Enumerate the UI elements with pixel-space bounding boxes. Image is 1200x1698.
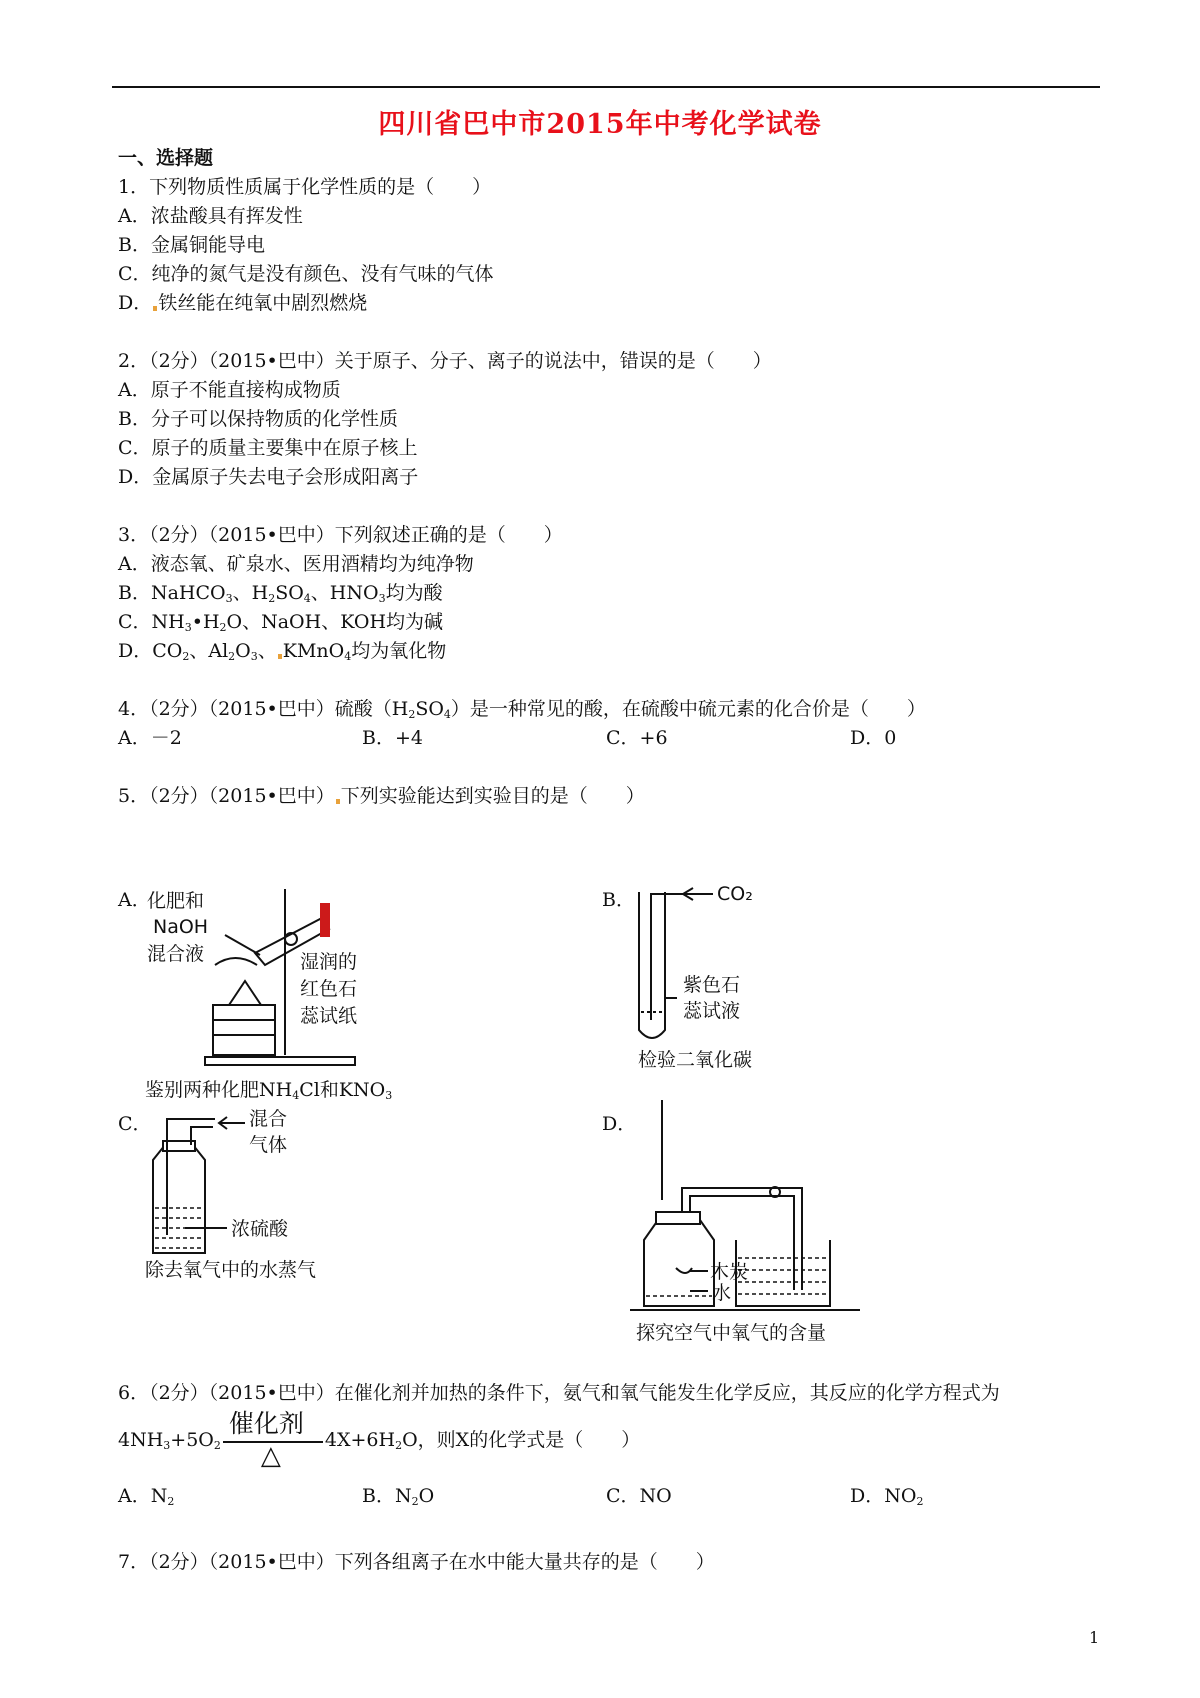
q2-option-b: B．分子可以保持物质的化学性质 (118, 408, 398, 430)
q5-option-d-caption: 探究空气中氧气的含量 (636, 1322, 827, 1344)
q1-option-c: C．纯净的氮气是没有颜色、没有气味的气体 (118, 263, 494, 285)
q2-option-c: C．原子的质量主要集中在原子核上 (118, 437, 418, 459)
q3-option-d: D．$CO_2$、$Al_2O_3$、 KMnO$_4$均为氧化物 (118, 640, 447, 663)
q7-stem: 7．（2分）（2015•巴中）下列各组离子在水中能大量共存的是（ ） (118, 1551, 715, 1573)
q5-option-b-letter: B． (602, 889, 635, 911)
q6-option-a: A．$N_2$ (118, 1485, 175, 1508)
q5-option-b-caption: 检验二氧化碳 (638, 1049, 753, 1071)
q5-option-a-caption: 鉴别两种化肥$NH_4Cl$和$KNO_3$ (145, 1079, 393, 1102)
reaction-condition (223, 1411, 323, 1471)
q5-option-c-letter: C． (118, 1113, 152, 1135)
a-label-6: 蕊试纸 (300, 1005, 358, 1027)
a-label-3: 混合液 (147, 943, 205, 965)
q5-option-c-caption: 除去氧气中的水蒸气 (145, 1259, 317, 1281)
q4-stem: 4．（2分）（2015•巴中）硫酸$(H_2SO_4)$是一种常见的酸，在硫酸中硫元素的化合价是（ ） (118, 698, 926, 721)
d-label-water: 水 (712, 1282, 732, 1304)
q3-option-a: A．液态氧、矿泉水、医用酒精均为纯净物 (118, 553, 474, 575)
red-litmus-paper (320, 903, 330, 937)
scan-mark (336, 799, 340, 804)
a-label-1: 化肥和 (147, 890, 205, 912)
q4-option-b: B．+4 (362, 727, 423, 749)
heat-symbol: △ (260, 1441, 281, 1471)
gas-washing-bottle-figure (145, 1105, 335, 1265)
ammonium-test-apparatus-figure (145, 885, 425, 1075)
q2-option-a: A．原子不能直接构成物质 (118, 379, 341, 401)
b-label-litmus-2: 蕊试液 (683, 1000, 741, 1022)
q6-option-b: B．$N_2O$ (362, 1485, 435, 1508)
q2-stem: 2．（2分）（2015•巴中）关于原子、分子、离子的说法中，错误的是（ ） (118, 350, 772, 372)
q6-stem: 6．（2分）（2015•巴中）在催化剂并加热的条件下，氨气和氧气能发生化学反应，其反应的化学方程式为 (118, 1382, 1000, 1404)
page-number: 1 (1089, 1628, 1100, 1647)
c-label-2: 气体 (249, 1134, 288, 1156)
q1-option-a: A．浓盐酸具有挥发性 (118, 205, 303, 227)
co2-litmus-test-figure (635, 880, 795, 1050)
catalyst-label: 催化剂 (228, 1409, 304, 1438)
q4-option-a: A．－2 (118, 727, 182, 749)
q4-option-c: C．+6 (606, 727, 668, 749)
q3-option-b: B．NaHCO$_3$、$H_2SO_4$、$HNO_3$均为酸 (118, 582, 443, 605)
c-label-1: 混合 (249, 1108, 288, 1130)
a-label-4: 湿润的 (300, 951, 358, 973)
a-label-5: 红色石 (300, 978, 358, 1000)
section-heading: 一、选择题 (118, 147, 214, 169)
exam-title: 四川省巴中市2015年中考化学试卷 (378, 109, 822, 140)
a-label-2: NaOH (153, 916, 209, 938)
scan-mark (278, 654, 282, 659)
q5-stem: 5．（2分）（2015•巴中） 下列实验能达到实验目的是（ ） (118, 785, 645, 807)
scan-mark (153, 306, 157, 311)
q5-option-a-letter: A． (118, 889, 151, 911)
q1-option-d: D． 铁丝能在纯氧中剧烈燃烧 (118, 292, 368, 314)
q6-option-d: D．$NO_2$ (850, 1485, 924, 1508)
q3-stem: 3．（2分）（2015•巴中）下列叙述正确的是（ ） (118, 524, 563, 546)
q6-option-c: C．NO (606, 1485, 672, 1507)
q4-option-d: D．0 (850, 727, 897, 749)
co2-label: CO₂ (717, 883, 753, 905)
q1-stem: 1．下列物质性质属于化学性质的是（ ） (118, 176, 492, 198)
q5-option-d-letter: D． (602, 1113, 637, 1135)
d-label-charcoal: 木炭 (710, 1261, 749, 1283)
q3-option-c: C．$NH_3•H_2O$、NaOH、KOH均为碱 (118, 611, 444, 634)
q1-option-b: B．金属铜能导电 (118, 234, 265, 256)
q2-option-d: D．金属原子失去电子会形成阳离子 (118, 466, 419, 488)
header-rule (112, 86, 1100, 88)
q6-equation: $4NH_3+5O_2$ 催化剂 △ $4X+6H_2O$，则X的化学式是（ ） (118, 1409, 641, 1471)
b-label-litmus-1: 紫色石 (683, 974, 741, 996)
oxygen-content-experiment-figure (630, 1100, 870, 1315)
c-label-3: 浓硫酸 (231, 1218, 289, 1240)
